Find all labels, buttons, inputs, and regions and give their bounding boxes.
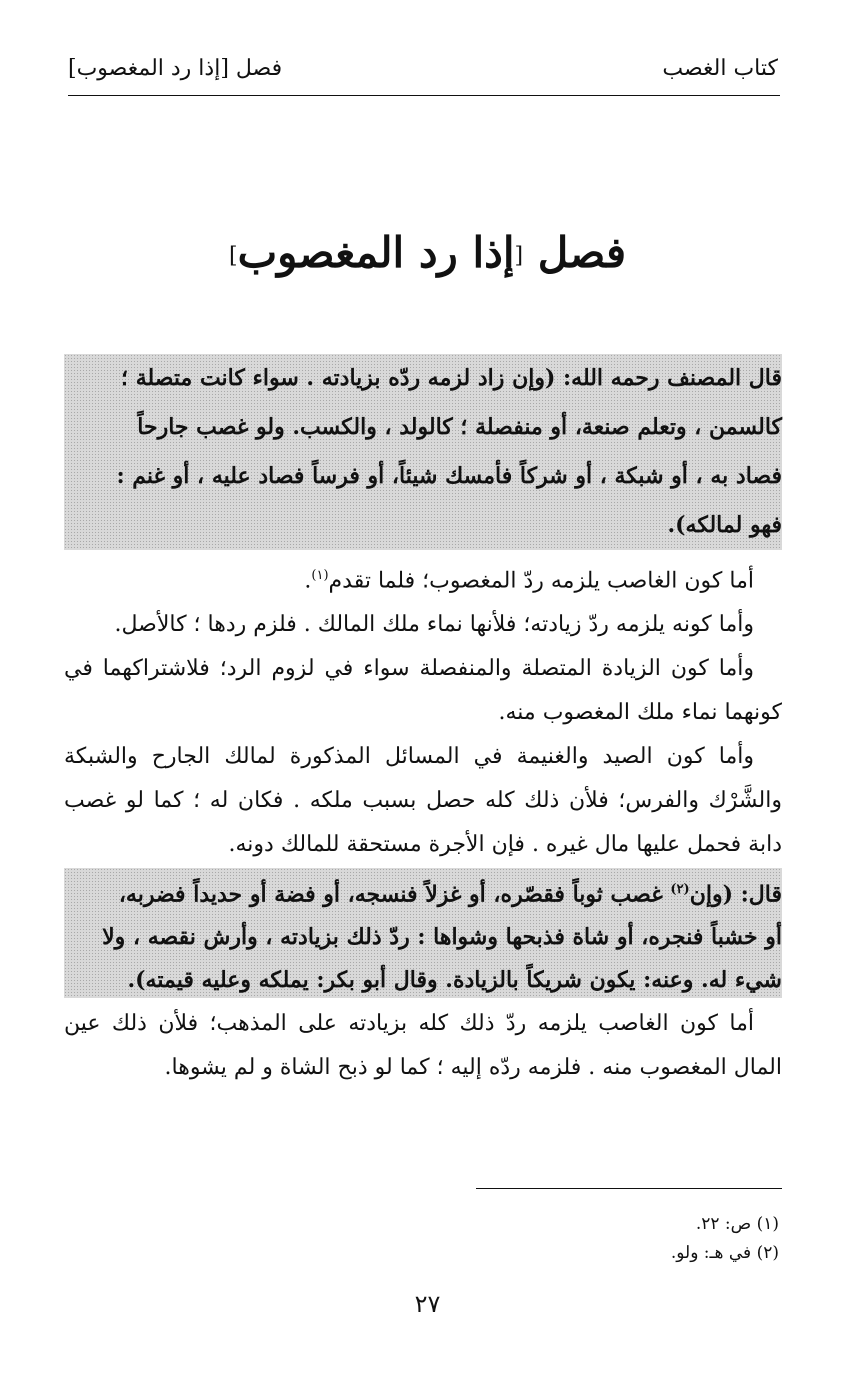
matn-line: كالسمن ، وتعلم صنعة، أو منفصلة ؛ كالولد ، والكسب. ولو غصب جارحاً bbox=[137, 414, 782, 440]
commentary-block-2 bbox=[64, 1002, 782, 1090]
matn-line: أو خشباً فنجره، أو شاة فذبحها وشواها : ردّ ذلك بزيادته ، وأرش نقصه ، ولا bbox=[102, 924, 782, 951]
bracket-close: ] bbox=[228, 243, 238, 269]
commentary-text: . bbox=[304, 568, 312, 594]
commentary-paragraph: أما كون الغاصب يلزمه ردّ ذلك كله بزيادته على المذهب؛ فلأن ذلك عين المال المغصوب منه . فلزمه ردّه إليه ؛ كما لو ذبح الشاة و لم يشوها. bbox=[64, 1011, 782, 1080]
commentary-paragraph: وأما كونه يلزمه ردّ زيادته؛ فلأنها نماء ملك المالك . فلزم ردها ؛ كالأصل. bbox=[114, 612, 754, 638]
matn-line: شيء له. وعنه: يكون شريكاً بالزيادة. وقال أبو بكر: يملكه وعليه قيمته). bbox=[127, 967, 782, 994]
matn-line: فصاد به ، أو شبكة ، أو شركاً فأمسك شيئاً، أو فرساً فصاد عليه ، أو غنم : bbox=[116, 463, 782, 489]
matn-line: فهو لمالكه). bbox=[667, 512, 782, 538]
matn-line bbox=[64, 868, 782, 916]
matn-block-1 bbox=[64, 354, 782, 550]
header-rule bbox=[68, 95, 780, 96]
book-title: كتاب الغصب bbox=[662, 56, 778, 81]
footnote-2: (٢) في هـ: ولو. bbox=[670, 1243, 779, 1263]
matn-text: غصب ثوباً فقصّره، أو غزلاً فنسجه، أو فضة أو حديداً فضربه، bbox=[118, 881, 671, 908]
footnote-1: (١) ص: ٢٢. bbox=[695, 1214, 779, 1234]
running-header bbox=[68, 48, 778, 92]
page-number: ٢٧ bbox=[414, 1290, 441, 1318]
commentary-paragraph: وأما كون الصيد والغنيمة في المسائل المذكورة لمالك الجارح والشبكة والشَّرْك والفرس؛ فلأن ذلك كله حصل بسبب ملكه . فكان له ؛ كما لو غصب دابة فحمل عليها مال غيره . فإن الأجرة مستحقة للمالك دونه. bbox=[64, 744, 782, 858]
footnote-separator bbox=[476, 1188, 782, 1189]
footnotes bbox=[671, 1210, 779, 1268]
matn-text: قال: (وإن bbox=[689, 881, 782, 908]
commentary-paragraph bbox=[64, 554, 782, 603]
bracket-open: [ bbox=[514, 243, 524, 269]
matn-line: قال المصنف رحمه الله: (وإن زاد لزمه ردّه بزيادته . سواء كانت متصلة ؛ bbox=[121, 365, 782, 391]
commentary-text: أما كون الغاصب يلزمه ردّ المغصوب؛ فلما تقدم bbox=[328, 568, 754, 594]
matn-block-2 bbox=[64, 868, 782, 998]
section-heading-subtitle: إذا رد المغصوب bbox=[237, 228, 515, 277]
section-heading bbox=[0, 228, 855, 277]
commentary-paragraph: وأما كون الزيادة المتصلة والمنفصلة سواء في لزوم الرد؛ فلاشتراكهما في كونهما نماء ملك المغصوب منه. bbox=[64, 656, 782, 726]
footnote-ref-1: (١) bbox=[311, 568, 329, 583]
footnote-ref-2: (٢) bbox=[670, 882, 690, 897]
section-heading-word: فصل bbox=[537, 228, 627, 277]
commentary-block-1 bbox=[64, 554, 782, 867]
chapter-title: فصل [إذا رد المغصوب] bbox=[68, 56, 283, 81]
